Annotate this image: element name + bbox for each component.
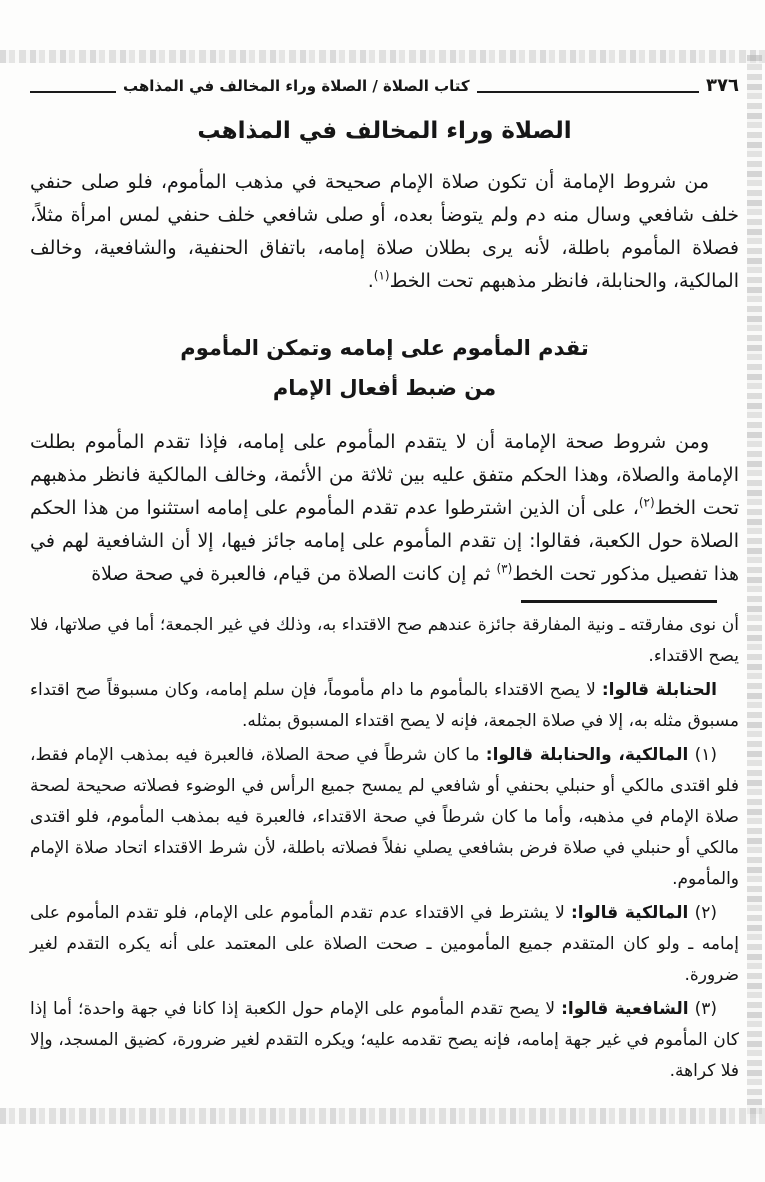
footnote-continuation: أن نوى مفارقته ـ ونية المفارقة جائزة عندهم صح الاقتداء به، وذلك في غير الجمعة؛ أما في صلاتها، فلا يصح الاقتداء. [30, 615, 739, 666]
footnote-number: (٢) [688, 903, 717, 923]
chapter-title: الصلاة وراء المخالف في المذاهب [197, 118, 572, 144]
footnote-item-3 [30, 994, 739, 1087]
header-rule-short [30, 91, 116, 93]
footnote-item-1 [30, 740, 739, 895]
footnote-number: (٣) [688, 999, 717, 1019]
section-title-line1: تقدم المأموم على إمامه وتمكن المأموم [180, 336, 589, 360]
header-rule [477, 91, 699, 93]
footnote-ref: (١) [373, 268, 390, 283]
footnote-number: (١) [688, 745, 717, 765]
footnotes [30, 610, 739, 1087]
body-paragraph-2: ومن شروط صحة الإمامة أن لا يتقدم المأموم على إمامه، فإذا تقدم المأموم بطلت الإمامة والصلاة، وهذا الحكم متفق عليه بين ثلاثة من الأئمة، وخالف المالكية فانظر مذهبهم تحت الخط$^{(٢)}$، على أن الذين اشترطوا عدم تقدم المأموم على إمامه استثنوا من هذا الحكم الصلاة حول الكعبة، فقالوا: إن تقدم المأموم على إمامه جائز فيها، إلا أن الشافعية لهم في هذا تفصيل مذكور تحت الخط$^{(٣)}$ ثم إن كانت الصلاة من قيام، فالعبرة في صحة صلاة [30, 431, 739, 585]
footnote-text: لا يصح الاقتداء بالمأموم ما دام مأموماً، فإن سلم إمامه، وكان مسبوقاً صح اقتداء مسبوق مثله به، إلا في صلاة الجمعة، فإنه لا يصح اقتداء المسبوق بمثله. [30, 680, 739, 731]
page-number: ٣٧٦ [706, 75, 739, 96]
body-paragraph-1: من شروط الإمامة أن تكون صلاة الإمام صحيحة في مذهب المأموم، فلو صلى حنفي خلف شافعي وسال منه دم ولم يتوضأ بعده، أو صلى شافعي خلف حنفي لمس امرأة مثلاً، فصلاة المأموم باطلة، لأنه يرى بطلان صلاة إمامه، باتفاق الحنفية، والشافعية، وخالف المالكية، والحنابلة، فانظر مذهبهم تحت الخط$^{(١)}$. [30, 171, 739, 292]
section-title-line2: من ضبط أفعال الإمام [272, 376, 497, 400]
footnote-lead: المالكية، والحنابلة قالوا: [485, 745, 689, 765]
footnote-item-2 [30, 898, 739, 991]
top-ornament-border [0, 50, 765, 63]
footnote-lead: الحنابلة قالوا: [601, 680, 717, 700]
footnote-ref: (٢) [638, 495, 655, 510]
page-header [30, 72, 739, 98]
bottom-ornament-border [0, 1108, 765, 1124]
footnote-lead: الشافعية قالوا: [561, 999, 689, 1019]
footnote-text: ما كان شرطاً في صحة الصلاة، فالعبرة فيه بمذهب الإمام فقط، فلو اقتدى مالكي أو حنبلي بحنفي أو شافعي لم يمسح جميع الرأس في الوضوء فصلاته صحيحة لصحة صلاة الإمام في مذهبه، وأما ما كان شرطاً في صحة الاقتداء، فالعبرة فيه بمذهب المأموم، فلو اقتدى مالكي أو حنبلي في صلاة فرض بشافعي يصلي نفلاً فصلاته باطلة، لأن شرط الاقتداء اتحاد صلاة الإمام والمأموم. [30, 745, 739, 889]
footnote-hanabila [30, 675, 739, 737]
footnote-separator [521, 600, 717, 603]
right-ornament-border [747, 55, 762, 1118]
page-content [30, 72, 739, 1090]
footnote-text: لا يشترط في الاقتداء عدم تقدم المأموم على الإمام، فلو تقدم المأموم على إمامه ـ ولو كان المتقدم جميع المأمومين ـ صحت الصلاة على المعتمد على أنه يكره التقدم لغير ضرورة. [30, 903, 739, 985]
footnote-lead: المالكية قالوا: [570, 903, 689, 923]
footnote-ref: (٣) [496, 561, 513, 576]
section-title [30, 328, 739, 408]
running-title: كتاب الصلاة / الصلاة وراء المخالف في المذاهب [123, 77, 470, 95]
footnote-text: لا يصح تقدم المأموم على الإمام حول الكعبة إذا كانا في جهة واحدة؛ أما إذا كان المأموم في غير جهة إمامه، فإنه يصح تقدمه عليه؛ ويكره التقدم لغير ضرورة، كضيق المسجد، وإلا فلا كراهة. [30, 999, 739, 1081]
